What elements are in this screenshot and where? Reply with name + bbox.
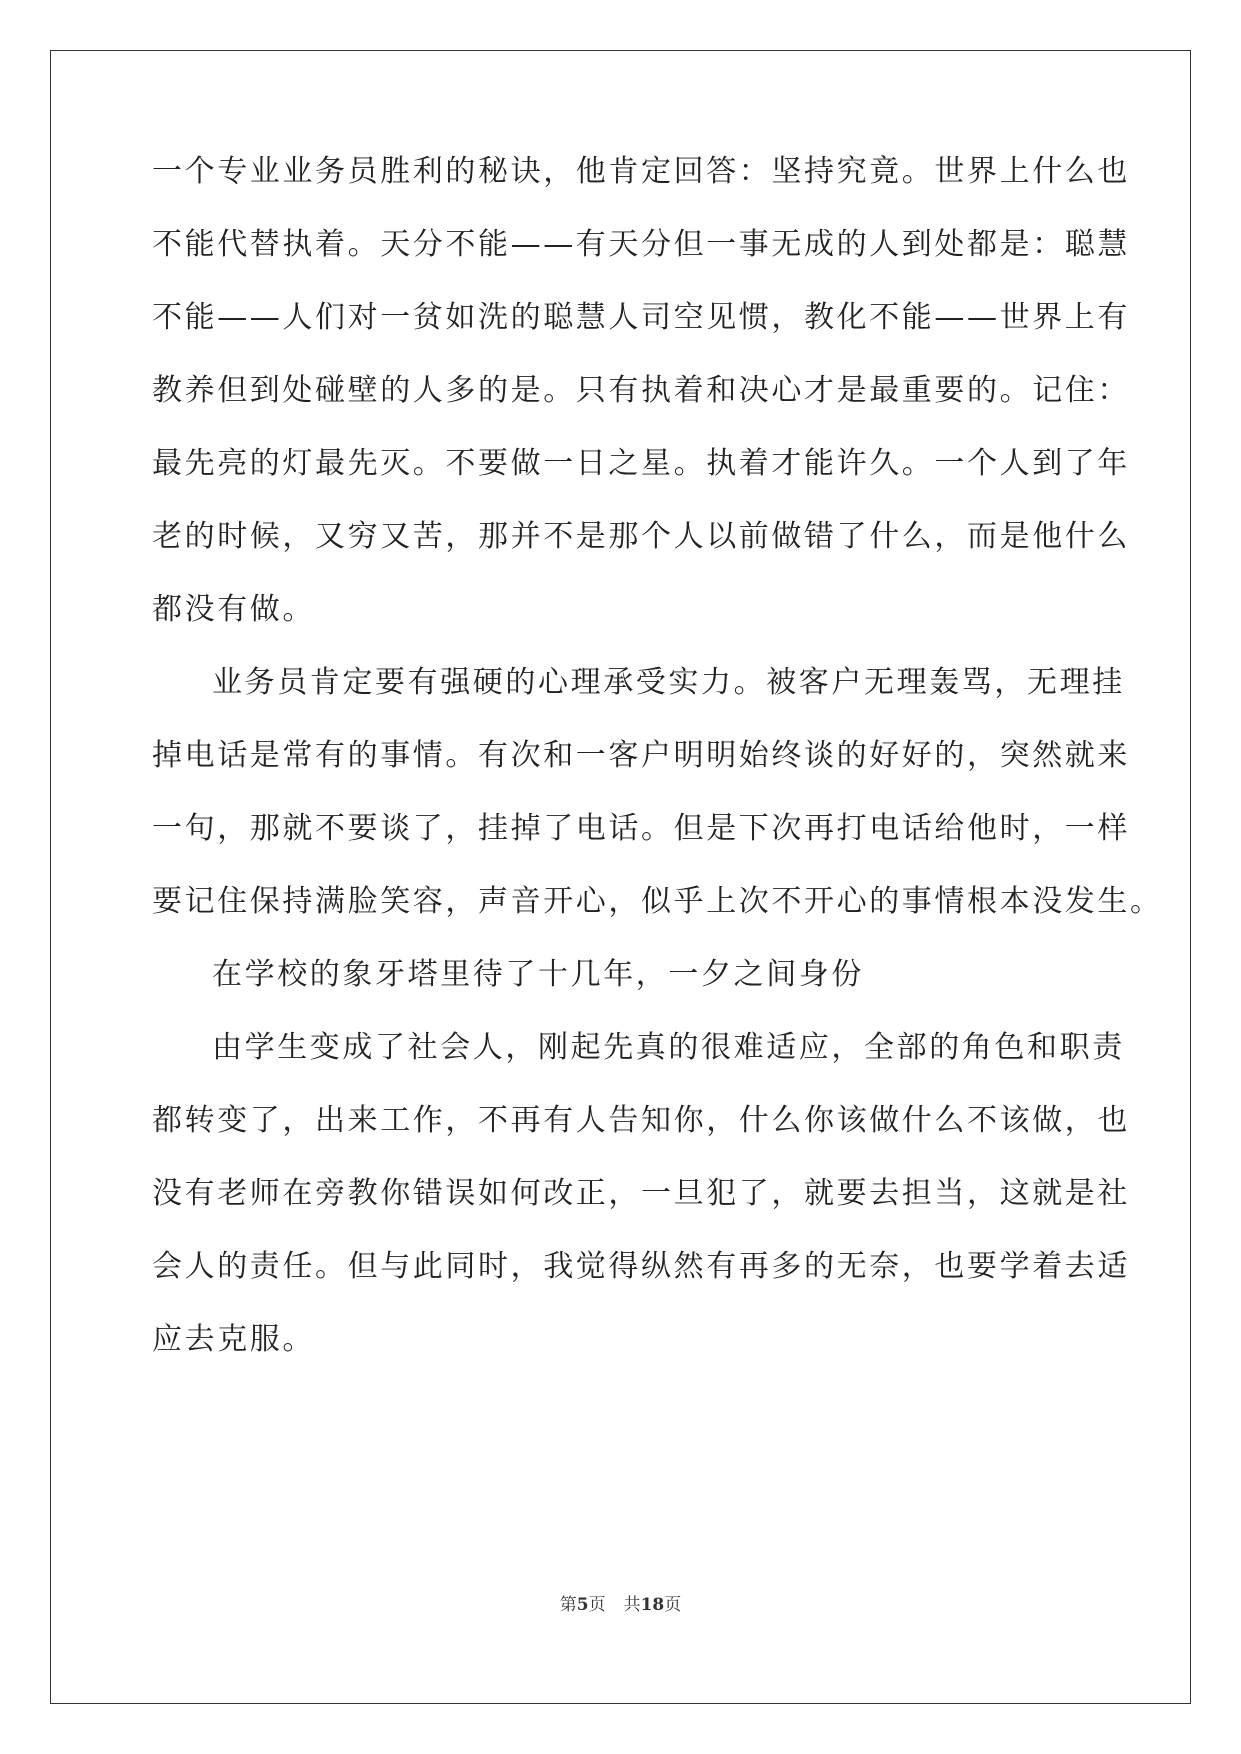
total-pages: 18 <box>640 1595 665 1615</box>
paragraph-first-line: 由学生变成了社会人，刚起先真的很难适应，全部的角色和职责 <box>212 1030 1125 1065</box>
paragraph-first-line: 业务员肯定要有强硬的心理承受实力。被客户无理轰骂，无理挂 <box>212 665 1125 700</box>
page-label-prefix: 第 <box>559 1595 577 1615</box>
text-line: 不能——人们对一贫如洗的聪慧人司空见惯，教化不能——世界上有 <box>152 300 1130 335</box>
text-line: 教养但到处碰壁的人多的是。只有执着和决心才是最重要的。记住： <box>152 373 1130 408</box>
total-label-suffix: 页 <box>664 1595 682 1615</box>
paragraph-first-line: 在学校的象牙塔里待了十几年，一夕之间身份 <box>212 957 864 992</box>
page-label-suffix: 页 <box>588 1595 606 1615</box>
page-number: 5 <box>576 1595 589 1615</box>
text-line: 要记住保持满脸笑容，声音开心，似乎上次不开心的事情根本没发生。 <box>152 884 1163 919</box>
text-line: 没有老师在旁教你错误如何改正，一旦犯了，就要去担当，这就是社 <box>152 1176 1130 1211</box>
text-line: 最先亮的灯最先灭。不要做一日之星。执着才能许久。一个人到了年 <box>152 446 1130 481</box>
text-line: 掉电话是常有的事情。有次和一客户明明始终谈的好好的，突然就来 <box>152 738 1130 773</box>
text-line: 一个专业业务员胜利的秘诀，他肯定回答：坚持究竟。世界上什么也 <box>152 154 1130 189</box>
text-line: 不能代替执着。天分不能——有天分但一事无成的人到处都是：聪慧 <box>152 227 1130 262</box>
text-line: 都没有做。 <box>152 592 315 627</box>
text-line: 应去克服。 <box>152 1322 315 1357</box>
text-line: 都转变了，出来工作，不再有人告知你，什么你该做什么不该做，也 <box>152 1103 1130 1138</box>
total-label-prefix: 共 <box>623 1595 641 1615</box>
text-line: 一句，那就不要谈了，挂掉了电话。但是下次再打电话给他时，一样 <box>152 811 1130 846</box>
text-line: 老的时候，又穷又苦，那并不是那个人以前做错了什么，而是他什么 <box>152 519 1130 554</box>
page-footer <box>0 1593 1241 1617</box>
text-line: 会人的责任。但与此同时，我觉得纵然有再多的无奈，也要学着去适 <box>152 1249 1130 1284</box>
